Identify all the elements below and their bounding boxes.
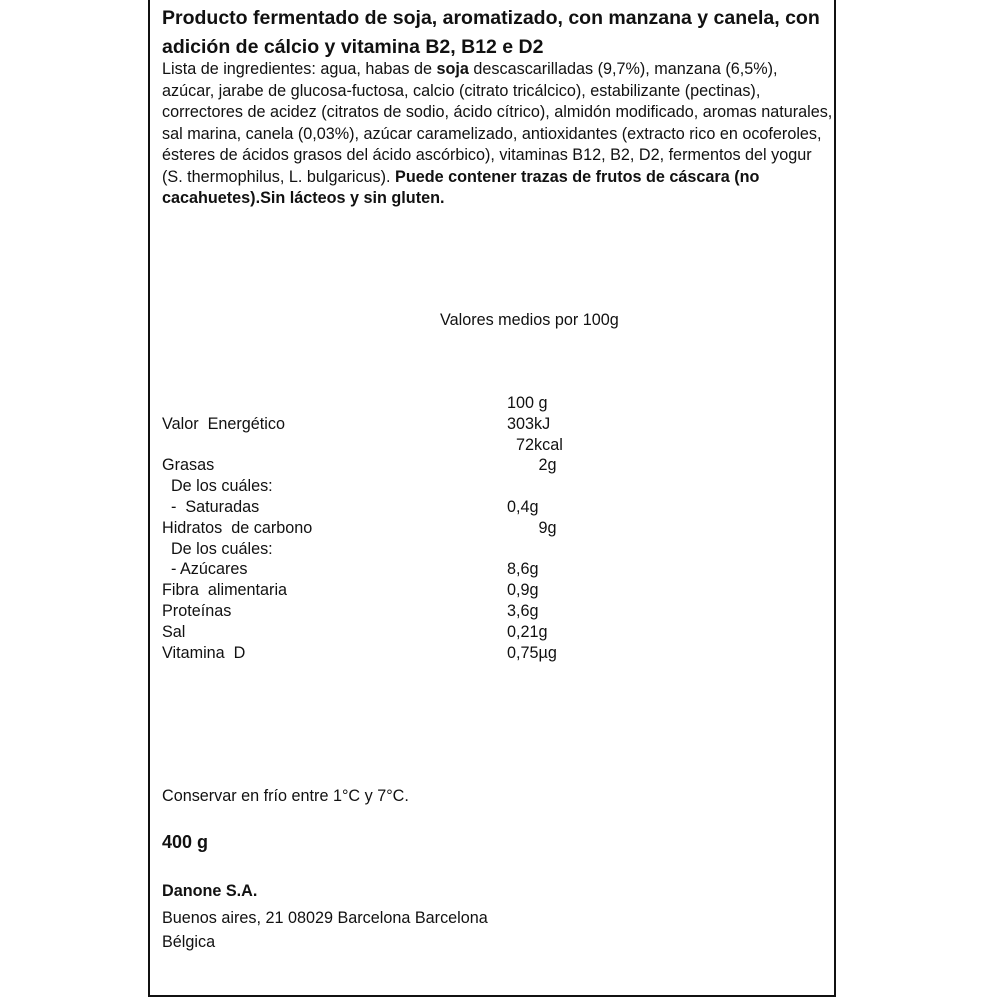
nutrition-row: [162, 518, 602, 539]
company-address: [162, 906, 488, 954]
nutrient-label: De los cuáles:: [162, 539, 273, 558]
nutrient-label: Grasas: [162, 456, 215, 475]
nutrition-row: [162, 393, 602, 414]
nutrition-row: [162, 435, 602, 456]
address-line-2: Bélgica: [162, 933, 216, 951]
nutrient-label: Valor Energético: [162, 414, 285, 433]
nutrient-label: - Azúcares: [162, 560, 248, 579]
nutrient-value: 2g: [507, 456, 557, 475]
nutrient-value: 0,21g: [507, 622, 548, 641]
nutrition-header: Valores medios por 100g: [440, 311, 619, 329]
nutrition-row: [162, 643, 602, 664]
storage-instructions: Conservar en frío entre 1°C y 7°C.: [162, 787, 409, 805]
allergen-warning: Puede contener trazas de frutos de cáscara (no cacahuetes).Sin lácteos y sin gluten.: [162, 167, 760, 207]
nutrient-value: 0,4g: [507, 497, 539, 516]
nutrient-value: [507, 476, 602, 497]
nutrient-label: Proteínas: [162, 601, 232, 620]
nutrient-value: 0,9g: [507, 581, 539, 600]
nutrient-label: Vitamina D: [162, 643, 246, 662]
ingredients-body: descascarilladas (9,7%), manzana (6,5%), azúcar, jarabe de glucosa-fuctosa, calcio (citrato tricálcico), estabilizante (pectinas), correctores de acidez (citratos de sodio, ácido cítrico), almidón modificado, aromas naturales, sal marina, canela (0,03%), azúcar caramelizado, antioxidantes (extracto rico en ocoferoles, ésteres de ácidos grasos del ácido ascórbico), vitaminas B12, B2, D2, fermentos del yogur (S. thermophilus, L. bulgaricus).: [162, 60, 833, 186]
ingredients-list: [162, 59, 834, 210]
nutrient-value: 0,75µg: [507, 643, 557, 662]
nutrition-row: [162, 414, 602, 435]
nutrient-value: 3,6g: [507, 601, 539, 620]
nutrition-table: [162, 393, 602, 663]
nutrition-row: [162, 601, 602, 622]
product-title: Producto fermentado de soja, aromatizado, con manzana y canela, con adición de cálcio y vitamina B2, B12 e D2: [162, 7, 820, 58]
nutrient-value: 8,6g: [507, 560, 539, 579]
nutrient-label: Sal: [162, 622, 186, 641]
company-name: Danone S.A.: [162, 882, 258, 900]
nutrient-label: [162, 435, 507, 456]
nutrition-row: [162, 539, 602, 560]
nutrition-row: [162, 580, 602, 601]
nutrition-row: [162, 622, 602, 643]
nutrient-label: [162, 393, 507, 414]
nutrient-label: - Saturadas: [162, 497, 260, 516]
nutrient-label: Fibra alimentaria: [162, 581, 288, 600]
ingredients-intro: Lista de ingredientes: agua, habas de: [162, 60, 437, 78]
nutrient-label: Hidratos de carbono: [162, 518, 313, 537]
nutrient-value: 9g: [507, 518, 557, 537]
nutrient-value: [507, 539, 602, 560]
nutrition-row: [162, 559, 602, 580]
nutrition-row: [162, 455, 602, 476]
net-weight: 400 g: [162, 832, 209, 852]
nutrient-value: 303kJ: [507, 414, 551, 433]
nutrition-row: [162, 497, 602, 518]
nutrient-label: De los cuáles:: [162, 477, 273, 496]
nutrient-value: 100 g: [507, 394, 548, 412]
allergen-soy: soja: [436, 60, 469, 78]
nutrient-value: 72kcal: [507, 435, 563, 454]
nutrition-row: [162, 476, 602, 497]
address-line-1: Buenos aires, 21 08029 Barcelona Barcelona: [162, 909, 488, 927]
